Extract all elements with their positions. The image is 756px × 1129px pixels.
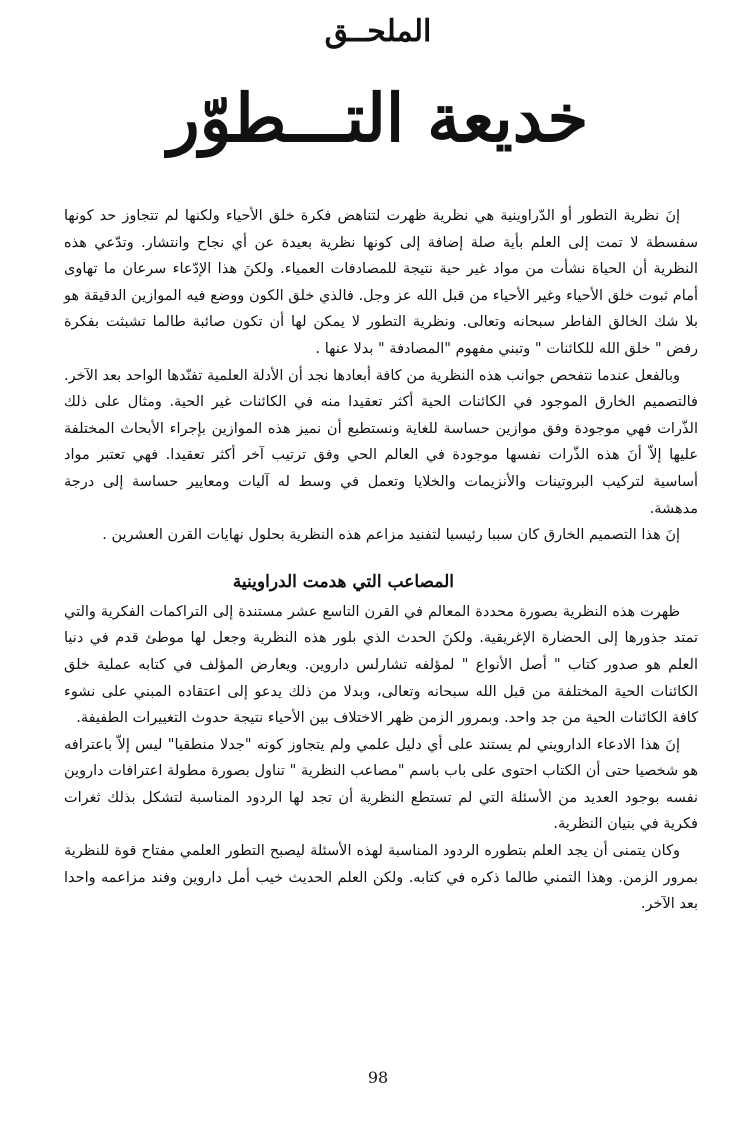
body-text <box>64 203 698 918</box>
page-number: 98 <box>367 1068 389 1087</box>
section-paragraph-1: ظهرت هذه النظرية بصورة محددة المعالم في القرن التاسع عشر مستندة إلى التراكمات الفكرية والتي تمتد جذورها إلى الحضارة الإغريقية. ولكنَ الحدث الذي بلور هذه النظرية وجعل لها موطئ قدم في دنيا العلم هو صدور كتاب " أصل الأنواع " لمؤلفه تشارلس داروين. ويعارض المؤلف في كتابه عملية خلق الكائنات الحية المختلفة من قبل الله سبحانه وتعالى، وبدلا من ذلك يدعو إلى اعتقاده المبني على نشوء كافة الكائنات الحية من جد واحد. وبمرور الزمن ظهر الاختلاف بين الأحياء نتيجة حدوث التغييرات الطفيفة. <box>64 603 698 727</box>
intro-paragraph-2: وبالفعل عندما نتفحص جوانب هذه النظرية من كافة أبعادها نجد أن الأدلة العلمية تفنّدها الواحد بعد الآخر. فالتصميم الخارق الموجود في الكائنات الحية أكثر تعقيدا منه في الكائنات غير الحية. ومثال على ذلك الذّرات فهي موجودة وفق موازين حساسة للغاية ونستطيع أن نميز هذه الموازين بإجراء الأبحاث المختلفة عليها إلاّ أنَ هذه الذّرات نفسها موجودة في العالم الحي وفق ترتيب آخر أكثر تعقيدا. فهي تعتبر مواد أساسية لتركيب البروتينات والأنزيمات والخلايا وتعمل في وسط له آليات ومعايير حساسة إلى درجة مدهشة. <box>64 367 698 517</box>
chapter-title: خديعة التـــطوّر <box>167 79 589 157</box>
section-heading: المصاعب التي هدمت الدراوينية <box>232 571 454 592</box>
appendix-label: الملحــق <box>324 14 432 49</box>
intro-paragraph-3: إنَ هذا التصميم الخارق كان سببا رئيسيا لتفنيد مزاعم هذه النظرية بحلول نهايات القرن العشرين . <box>102 527 680 544</box>
section-paragraph-2: إنَ هذا الادعاء الدارويني لم يستند على أي دليل علمي ولم يتجاوز كونه "جدلا منطقيا" ليس إلاّ باعترافه هو شخصيا حتى أن الكتاب احتوى على باب باسم "مصاعب النظرية " تناول بصورة مطولة اعترافات داروين نفسه بوجود العديد من الأسئلة التي لم تستطع النظرية أن تجد لها الردود المناسبة لتشكل بذلك ثغرات فكرية في بنيان النظرية. <box>64 736 698 833</box>
intro-paragraph-1: إنَ نظرية التطور أو الدّراوينية هي نظرية ظهرت لتناهض فكرة خلق الأحياء ولكنها لم تتجاوز حد كونها سفسطة لا تمت إلى العلم بأية صلة إضافة إلى كونها نظرية بعيدة عن أي نجاح وانتشار. وتدّعي هذه النظرية أن الحياة نشأت من مواد غير حية نتيجة للمصادفات العمياء. ولكنَ هذا الإدّعاء سرعان ما تهاوى أمام ثبوت خلق الأحياء وغير الأحياء من قبل الله عز وجل. فالذي خلق الكون ووضع فيه الموازين الدقيقة هو بلا شك الخالق الفاطر سبحانه وتعالى. ونظرية التطور لا يمكن لها أن تكون صائبة طالما تشبثت بفكرة رفض " خلق الله للكائنات " وتبني مفهوم "المصادفة " بدلا عنها . <box>64 208 698 357</box>
section-paragraph-3: وكان يتمنى أن يجد العلم بتطوره الردود المناسبة لهذه الأسئلة ليصبح التطور العلمي مفتاح قوة للنظرية بمرور الزمن. وهذا التمني طالما ذكره في كتابه. ولكن العلم الحديث خيب أمل داروين وفند مزاعمه واحدا بعد الآخر. <box>64 843 698 913</box>
